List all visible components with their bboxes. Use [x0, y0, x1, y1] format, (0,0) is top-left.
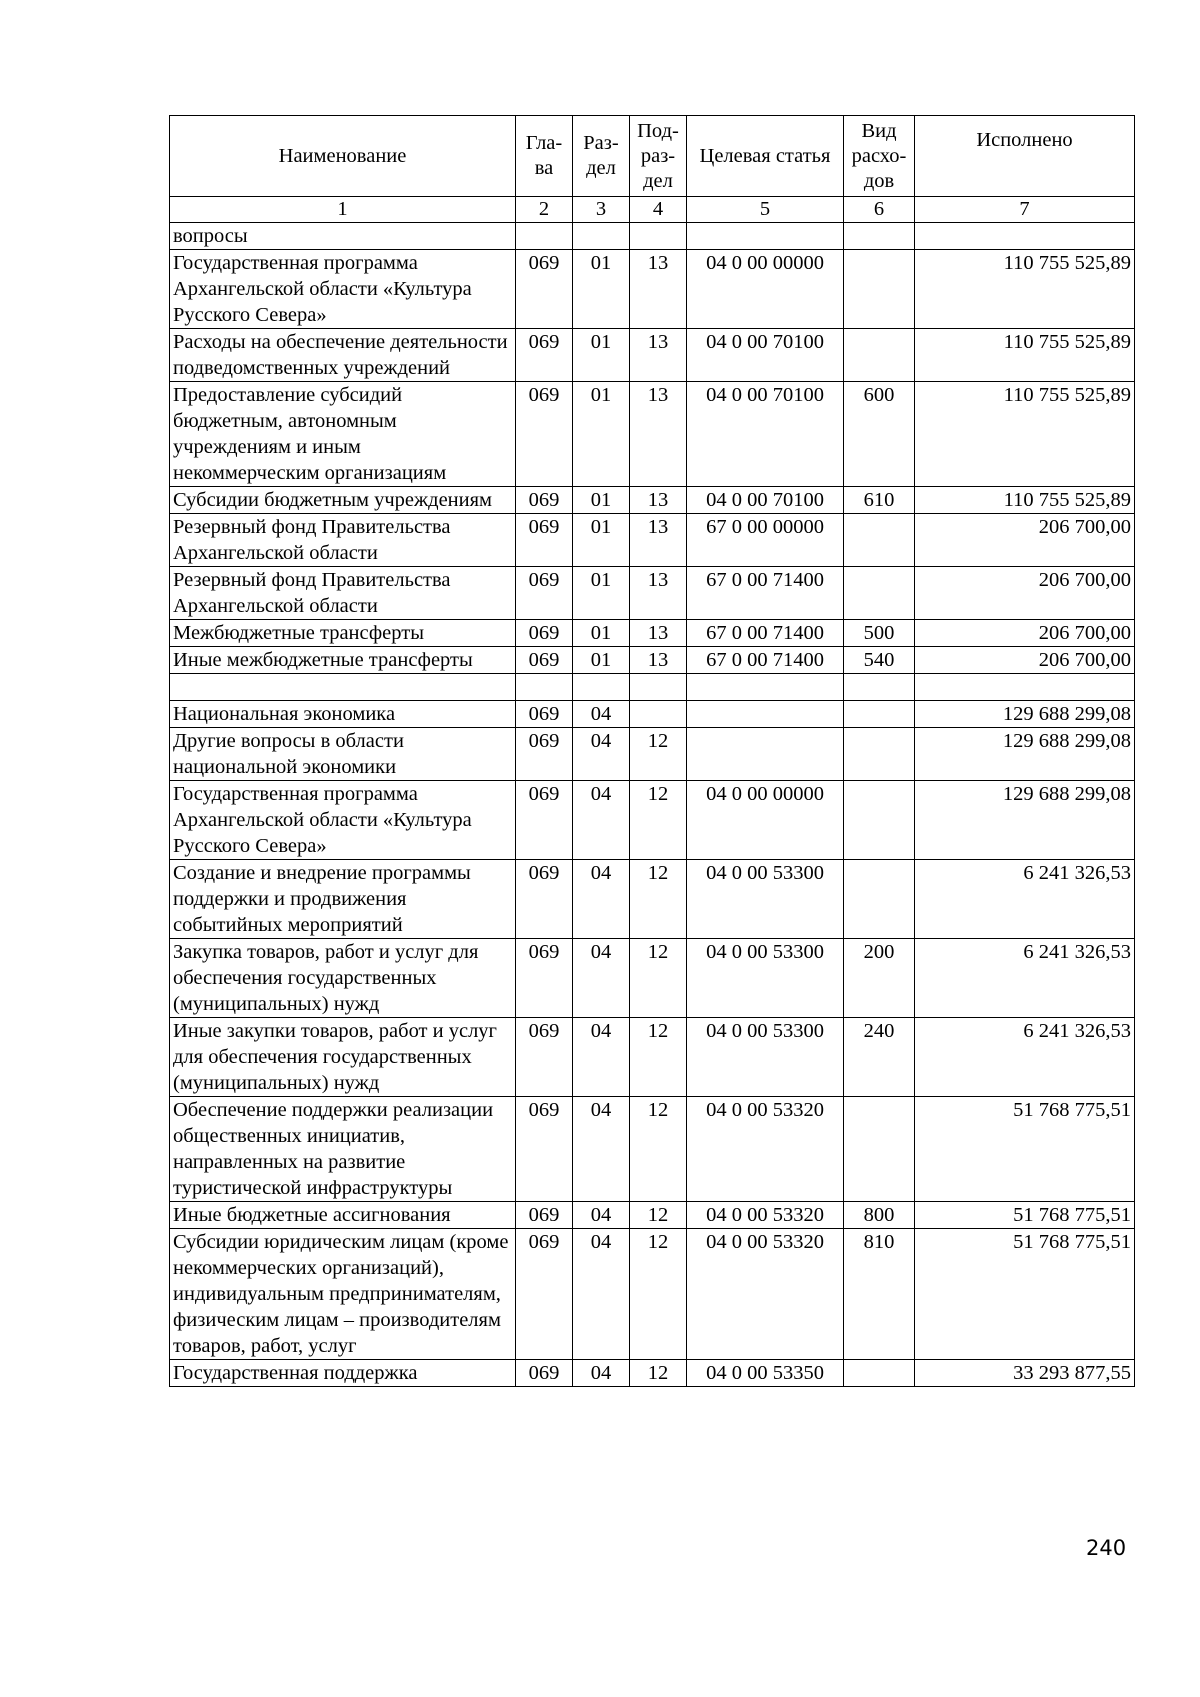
cell-podrazdel: 13	[630, 329, 687, 382]
cell-name: Государственная программа Архангельской области «Культура Русского Севера»	[170, 781, 516, 860]
cell-razdel: 04	[573, 860, 630, 939]
cell-ispolneno: 6 241 326,53	[915, 939, 1135, 1018]
cell-razdel: 04	[573, 1097, 630, 1202]
page-number: 240	[1086, 1536, 1127, 1560]
cell-podrazdel: 12	[630, 781, 687, 860]
cell-vid: 600	[844, 382, 915, 487]
header-glava: Гла- ва	[516, 116, 573, 197]
cell-celevaya: 04 0 00 70100	[687, 382, 844, 487]
cell-celevaya: 04 0 00 53320	[687, 1202, 844, 1229]
cell-vid: 800	[844, 1202, 915, 1229]
cell-ispolneno: 206 700,00	[915, 620, 1135, 647]
cell-glava: 069	[516, 1097, 573, 1202]
table-row	[170, 647, 1135, 674]
cell-celevaya: 67 0 00 71400	[687, 620, 844, 647]
cell-glava: 069	[516, 329, 573, 382]
cell-podrazdel: 13	[630, 250, 687, 329]
cell-vid	[844, 860, 915, 939]
cell-name: Субсидии юридическим лицам (кроме некоммерческих организаций), индивидуальным предпринимателям, физическим лицам – производителям товаров, работ, услуг	[170, 1229, 516, 1360]
column-number-row	[170, 197, 1135, 223]
cell-ispolneno: 206 700,00	[915, 567, 1135, 620]
cell-razdel: 01	[573, 250, 630, 329]
cell-podrazdel: 12	[630, 1229, 687, 1360]
cell-razdel: 01	[573, 487, 630, 514]
cell-vid	[844, 514, 915, 567]
column-number: 3	[573, 197, 630, 223]
cell-ispolneno: 206 700,00	[915, 514, 1135, 567]
cell-name: Создание и внедрение программы поддержки и продвижения событийных мероприятий	[170, 860, 516, 939]
cell-razdel: 04	[573, 701, 630, 728]
cell-ispolneno: 51 768 775,51	[915, 1202, 1135, 1229]
column-number: 6	[844, 197, 915, 223]
cell-ispolneno: 110 755 525,89	[915, 382, 1135, 487]
cell-razdel: 04	[573, 728, 630, 781]
cell-ispolneno	[915, 674, 1135, 701]
cell-podrazdel: 12	[630, 1018, 687, 1097]
cell-celevaya	[687, 701, 844, 728]
column-number: 5	[687, 197, 844, 223]
table-row	[170, 781, 1135, 860]
cell-podrazdel: 13	[630, 647, 687, 674]
cell-celevaya: 04 0 00 70100	[687, 329, 844, 382]
header-name: Наименование	[170, 116, 516, 197]
cell-name: Иные межбюджетные трансферты	[170, 647, 516, 674]
table-row	[170, 487, 1135, 514]
cell-ispolneno	[915, 223, 1135, 250]
cell-podrazdel: 12	[630, 939, 687, 1018]
cell-razdel: 04	[573, 939, 630, 1018]
cell-vid	[844, 781, 915, 860]
table-body	[170, 223, 1135, 1387]
cell-glava: 069	[516, 860, 573, 939]
cell-name: Субсидии бюджетным учреждениям	[170, 487, 516, 514]
cell-razdel: 01	[573, 329, 630, 382]
cell-vid: 540	[844, 647, 915, 674]
cell-ispolneno: 33 293 877,55	[915, 1360, 1135, 1387]
cell-name	[170, 674, 516, 701]
header-vid: Вид расхо- дов	[844, 116, 915, 197]
cell-celevaya: 04 0 00 53320	[687, 1097, 844, 1202]
table-row	[170, 1202, 1135, 1229]
cell-razdel: 01	[573, 382, 630, 487]
cell-glava: 069	[516, 647, 573, 674]
cell-vid	[844, 329, 915, 382]
cell-glava: 069	[516, 514, 573, 567]
cell-glava: 069	[516, 567, 573, 620]
budget-table	[169, 115, 1135, 1387]
cell-celevaya: 04 0 00 70100	[687, 487, 844, 514]
column-number: 7	[915, 197, 1135, 223]
table-row	[170, 1097, 1135, 1202]
cell-glava: 069	[516, 1360, 573, 1387]
cell-glava: 069	[516, 939, 573, 1018]
cell-vid	[844, 223, 915, 250]
cell-podrazdel: 13	[630, 514, 687, 567]
table-row	[170, 860, 1135, 939]
cell-razdel: 01	[573, 647, 630, 674]
header-row	[170, 116, 1135, 197]
table-row	[170, 728, 1135, 781]
cell-name: Резервный фонд Правительства Архангельской области	[170, 514, 516, 567]
cell-name: Государственная программа Архангельской области «Культура Русского Севера»	[170, 250, 516, 329]
column-number: 2	[516, 197, 573, 223]
cell-celevaya: 04 0 00 53300	[687, 939, 844, 1018]
cell-glava: 069	[516, 728, 573, 781]
table-row	[170, 1018, 1135, 1097]
table-row	[170, 329, 1135, 382]
cell-podrazdel: 12	[630, 860, 687, 939]
cell-celevaya: 67 0 00 71400	[687, 647, 844, 674]
cell-celevaya: 04 0 00 53320	[687, 1229, 844, 1360]
header-razdel: Раз- дел	[573, 116, 630, 197]
cell-razdel: 01	[573, 567, 630, 620]
cell-glava	[516, 674, 573, 701]
cell-ispolneno: 110 755 525,89	[915, 487, 1135, 514]
table-row	[170, 939, 1135, 1018]
cell-glava: 069	[516, 1229, 573, 1360]
cell-vid	[844, 1097, 915, 1202]
cell-podrazdel: 13	[630, 620, 687, 647]
cell-podrazdel	[630, 674, 687, 701]
cell-vid	[844, 1360, 915, 1387]
cell-celevaya	[687, 674, 844, 701]
cell-podrazdel	[630, 223, 687, 250]
cell-name: Резервный фонд Правительства Архангельской области	[170, 567, 516, 620]
cell-razdel: 01	[573, 514, 630, 567]
cell-razdel: 04	[573, 1360, 630, 1387]
table-row	[170, 514, 1135, 567]
cell-celevaya: 04 0 00 53300	[687, 1018, 844, 1097]
cell-name: Другие вопросы в области национальной экономики	[170, 728, 516, 781]
cell-razdel	[573, 223, 630, 250]
cell-vid	[844, 728, 915, 781]
table-row	[170, 250, 1135, 329]
cell-celevaya: 04 0 00 00000	[687, 250, 844, 329]
table-row	[170, 701, 1135, 728]
cell-vid: 500	[844, 620, 915, 647]
cell-razdel: 04	[573, 781, 630, 860]
cell-name: Государственная поддержка	[170, 1360, 516, 1387]
cell-razdel: 01	[573, 620, 630, 647]
cell-glava	[516, 223, 573, 250]
column-number: 4	[630, 197, 687, 223]
cell-podrazdel: 12	[630, 1097, 687, 1202]
cell-celevaya: 04 0 00 53350	[687, 1360, 844, 1387]
cell-vid	[844, 567, 915, 620]
cell-glava: 069	[516, 1202, 573, 1229]
table-row	[170, 620, 1135, 647]
cell-ispolneno: 6 241 326,53	[915, 1018, 1135, 1097]
cell-celevaya: 67 0 00 71400	[687, 567, 844, 620]
cell-ispolneno: 6 241 326,53	[915, 860, 1135, 939]
cell-vid	[844, 674, 915, 701]
cell-celevaya	[687, 223, 844, 250]
cell-name: Предоставление субсидий бюджетным, автономным учреждениям и иным некоммерческим организациям	[170, 382, 516, 487]
cell-ispolneno: 206 700,00	[915, 647, 1135, 674]
table-row	[170, 674, 1135, 701]
cell-ispolneno: 51 768 775,51	[915, 1229, 1135, 1360]
cell-glava: 069	[516, 382, 573, 487]
cell-name: вопросы	[170, 223, 516, 250]
cell-vid: 240	[844, 1018, 915, 1097]
header-celevaya: Целевая статья	[687, 116, 844, 197]
cell-glava: 069	[516, 701, 573, 728]
cell-vid: 200	[844, 939, 915, 1018]
cell-podrazdel: 13	[630, 487, 687, 514]
cell-glava: 069	[516, 1018, 573, 1097]
cell-ispolneno: 110 755 525,89	[915, 329, 1135, 382]
cell-glava: 069	[516, 781, 573, 860]
cell-ispolneno: 129 688 299,08	[915, 701, 1135, 728]
cell-podrazdel: 12	[630, 1202, 687, 1229]
table-row	[170, 567, 1135, 620]
cell-name: Межбюджетные трансферты	[170, 620, 516, 647]
table-row	[170, 223, 1135, 250]
header-ispolneno: Исполнено	[915, 116, 1135, 197]
cell-name: Национальная экономика	[170, 701, 516, 728]
cell-podrazdel: 13	[630, 567, 687, 620]
cell-name: Иные закупки товаров, работ и услуг для обеспечения государственных (муниципальных) нужд	[170, 1018, 516, 1097]
cell-name: Обеспечение поддержки реализации общественных инициатив, направленных на развитие туристической инфраструктуры	[170, 1097, 516, 1202]
cell-podrazdel	[630, 701, 687, 728]
cell-podrazdel: 12	[630, 1360, 687, 1387]
cell-celevaya: 04 0 00 00000	[687, 781, 844, 860]
cell-celevaya: 67 0 00 00000	[687, 514, 844, 567]
cell-razdel: 04	[573, 1202, 630, 1229]
table-row	[170, 1229, 1135, 1360]
cell-glava: 069	[516, 487, 573, 514]
cell-vid	[844, 701, 915, 728]
cell-podrazdel: 13	[630, 382, 687, 487]
cell-ispolneno: 110 755 525,89	[915, 250, 1135, 329]
cell-celevaya: 04 0 00 53300	[687, 860, 844, 939]
cell-name: Расходы на обеспечение деятельности подведомственных учреждений	[170, 329, 516, 382]
cell-ispolneno: 51 768 775,51	[915, 1097, 1135, 1202]
cell-razdel: 04	[573, 1018, 630, 1097]
cell-glava: 069	[516, 250, 573, 329]
column-number: 1	[170, 197, 516, 223]
cell-celevaya	[687, 728, 844, 781]
cell-name: Иные бюджетные ассигнования	[170, 1202, 516, 1229]
cell-vid	[844, 250, 915, 329]
cell-podrazdel: 12	[630, 728, 687, 781]
cell-razdel	[573, 674, 630, 701]
header-podrazdel: Под- раз- дел	[630, 116, 687, 197]
table-row	[170, 382, 1135, 487]
cell-vid: 810	[844, 1229, 915, 1360]
cell-ispolneno: 129 688 299,08	[915, 728, 1135, 781]
cell-name: Закупка товаров, работ и услуг для обеспечения государственных (муниципальных) нужд	[170, 939, 516, 1018]
table-row	[170, 1360, 1135, 1387]
cell-ispolneno: 129 688 299,08	[915, 781, 1135, 860]
cell-glava: 069	[516, 620, 573, 647]
cell-vid: 610	[844, 487, 915, 514]
cell-razdel: 04	[573, 1229, 630, 1360]
